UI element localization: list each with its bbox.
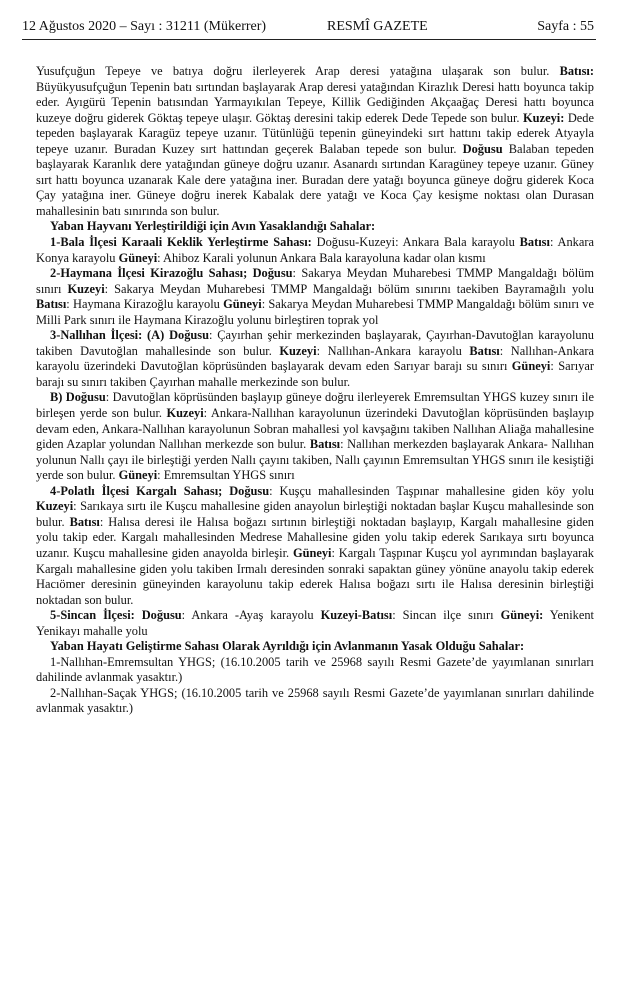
section-heading-wildlife-release: Yaban Hayvanı Yerleştirildiği için Avın Yasaklandığı Sahalar: [50,219,376,234]
paragraph-continuation: Yusufçuğun Tepeye ve batıya doğru ilerleyerek Arap deresi yatağına ulaşarak son bulur. Batısı: Büyükyusufçuğun Tepenin batı sırtından başlayarak Arap deresi yatağından Kirazlık Deresi hattı boyunca takip eder. Ayıgürü Tepenin batısından Yarmayıkılan Tepeye, Killik Gediğinden Akçaağaç Deresi hattı boyunca kuzeye doğru giderek Göktaş tepeye ulaşır. Göktaş deresini takip ederek Dede Tepede son bulur. Kuzeyi: Dede tepeden başlayarak Karagüz tepeye uzanır. Tütünlüğü tepenin güneyindeki sırt hattını takip ederek Atyayla tepeye uzanır. Buradan Kuzey sırt hattından geçerek Balaban tepede son bulur. Doğusu Balaban tepeden başlayarak Karanlık dere yatağından güneye doğru uzanır. Asanardı sırtından Karagüney tepeye uzanır. Güney sırt hattı boyunca uzanarak Kale dere yatağına iner. Buradan dere yatağı boyunca güneye doğru giderek Koca Çay yatağına iner. Güneye doğru inerek Kabalak dere yatağı ve Koca Çay kesişme noktası olan Durasan mahallesinin batı sınırında son bulur. [36,64,594,218]
paragraph-sincan: 5-Sincan İlçesi: Doğusu: Ankara -Ayaş karayolu Kuzeyi-Batısı: Sincan ilçe sınırı Güneyi: Yenikent Yenikayı mahalle yolu [36,608,594,638]
document-body [36,64,594,717]
paragraph-polatli: 4-Polatlı İlçesi Kargalı Sahası; Doğusu: Kuşçu mahallesinden Taşpınar mahallesine giden köy yolu Kuzeyi: Sarıkaya sırtı ile Kuşcu mahallesine giden anayolun birleştiği noktadan başlar Kuşcu mahallesinde son bulur. Batısı: Halısa deresi ile Halısa boğazı sırtının birleştiği noktadan başlayıp, Kargalı mahallesine giden yolu takip eder. Kargalı mahallesinden Medrese Mahallesine giden yolu takip ederek Sarıkaya sırtı boyunca uzanır. Kuşcu mahallesine giden anayolda birleşir. Güneyi: Kargalı Taşpınar Kuşcu yol ayrımından başlayarak Kargalı mahallesine giden yolu takiben Irmalı deresinden sonraki sapaktan güney yönüne anayolu takip ederek Hacıömer deresinin güneyinden karayolunu takip ederek Halısa boğazı sırtı ile Halısa deresinin birleştiği noktadan son bulur. [36,483,594,607]
paragraph-emremsultan: 1-Nallıhan-Emremsultan YHGS; (16.10.2005 tarih ve 25968 sayılı Resmi Gazete’de yayımlanan sınırları dahilinde avlanmak yasaktır.) [36,654,594,685]
page-number: Sayfa : 55 [537,19,594,34]
paragraph-nallihan-a: 3-Nallıhan İlçesi: (A) Doğusu: Çayırhan şehir merkezinden başlayarak, Çayırhan-Davutoğlan karayolunu takiben Davutoğlan mahallesinde son bulur. Kuzeyi: Nallıhan-Ankara karayolu Batısı: Nallıhan-Ankara karayolu üzerindeki Davutoğlan köprüsünden başlayarak devam eden Sarıyar barajı su sınırı Güneyi: Sarıyar barajı su sınırı takiben Çayırhan mahalle merkezinde son bulur. [36,328,595,389]
header-rule [22,39,596,40]
paragraph-nallihan-b: B) Doğusu: Davutoğlan köprüsünden başlayıp güneye doğru ilerleyerek Emremsultan YHGS kuzey sınırı ile birleşen yerde son bulur. Kuzeyi: Ankara-Nallıhan karayolunun üzerindeki Davutoğlan köprüsünden başlayıp devam eden, Ankara-Nallıhan karayolunun Sobran mahallesi yol kavşağını takiben Nallıhan Aliağa mahallesine giden Azaplar yolundan Nallıhan merkezde son bulur. Batısı: Nallıhan merkezden başlayarak Ankara- Nallıhan yolunun Nallı çayı ile birleştiği yerden Nallı çayını takiben, Nallı çayının Emremsultan YHGS sınırı ile kesiştiği yerde son bulur. Güneyi: Emremsultan YHGS sınırı [36,390,594,483]
page-header [22,18,594,40]
paragraph-sacak: 2-Nallıhan-Saçak YHGS; (16.10.2005 tarih ve 25968 sayılı Resmi Gazete’de yayımlanan sınırları dahilinde avlanmak yasaktır.) [36,685,594,716]
issue-date-number: 12 Ağustos 2020 – Sayı : 31211 (Mükerrer) [22,19,267,34]
gazette-title: RESMÎ GAZETE [327,19,428,34]
section-heading-wildlife-development: Yaban Hayatı Geliştirme Sahası Olarak Ayrıldığı için Avlanmanın Yasak Olduğu Sahalar: [50,639,525,654]
paragraph-bala: 1-Bala İlçesi Karaali Keklik Yerleştirme Sahası: Doğusu-Kuzeyi: Ankara Bala karayolu Batısı: Ankara Konya karayolu Güneyi: Ahiboz Karali yolunun Ankara Bala karayoluna kadar olan kısmı [36,235,594,265]
paragraph-haymana: 2-Haymana İlçesi Kirazoğlu Sahası; Doğusu: Sakarya Meydan Muharebesi TMMP Mangaldağı bölüm sınırı Kuzeyi: Sakarya Meydan Muharebesi TMMP Mangaldağı bölüm sınırını taekiben Bayramağılı yolu Batısı: Haymana Kirazoğlu karayolu Güneyi: Sakarya Meydan Muharebesi TMMP Mangaldağı bölüm sınırı ve Milli Park sınırı ile Haymana Kirazoğlu yolunu birleştiren toprak yol [36,266,594,327]
